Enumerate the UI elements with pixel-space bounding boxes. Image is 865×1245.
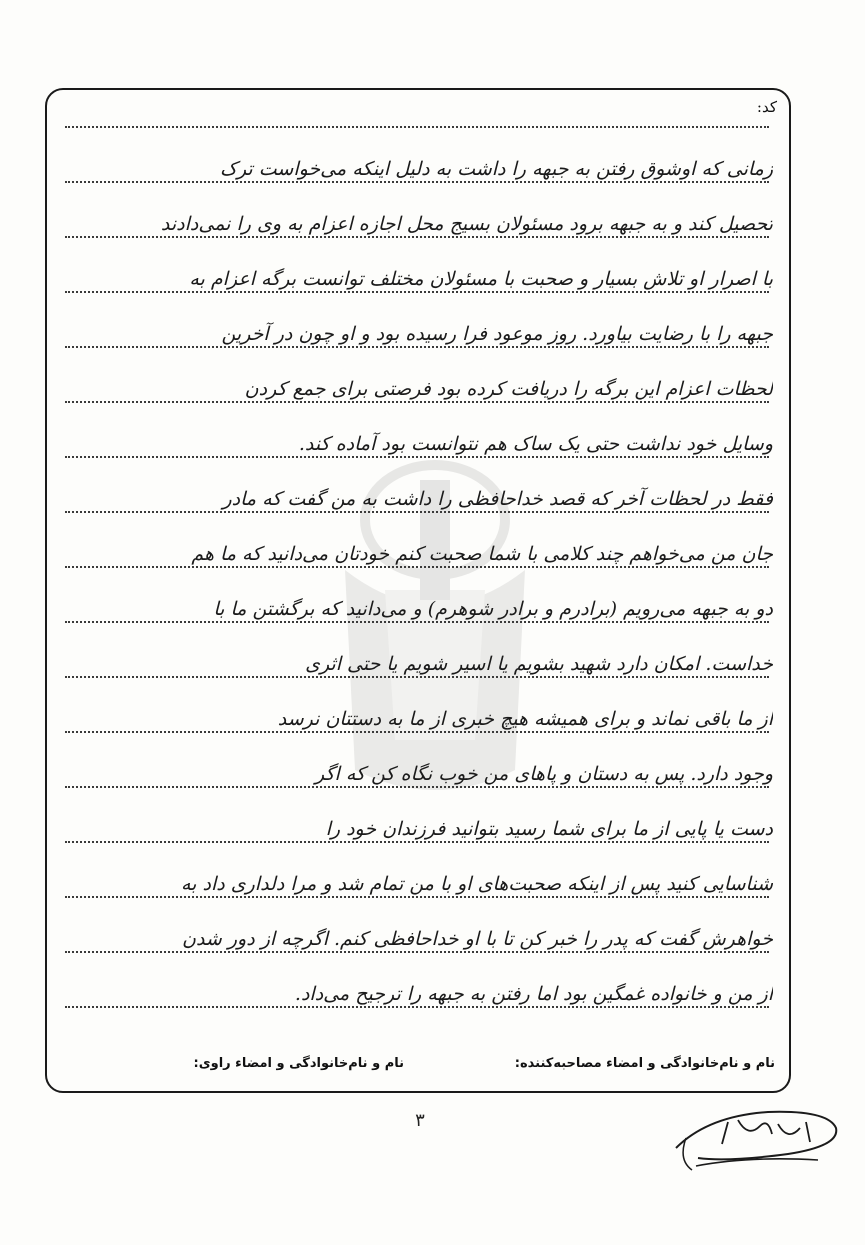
handwritten-line: لحظات اعزام این برگه را دریافت کرده بود فرصتی برای جمع کردن [244,378,773,400]
handwritten-line: جبهه را با رضایت بیاورد. روز موعود فرا رسیده بود و او چون در آخرین [221,323,773,345]
handwritten-line: فقط در لحظات آخر که قصد خداحافظی را داشت به من گفت که مادر [222,488,773,510]
handwritten-line: وسایل خود نداشت حتی یک ساک هم نتوانست بود آماده کند. [298,433,773,455]
interviewer-signature-label: نام و نام‌خانوادگی و امضاء مصاحبه‌کننده: [514,1056,775,1071]
ruled-line [65,126,769,128]
handwritten-line: دو به جبهه می‌رویم (برادرم و برادر شوهرم) و می‌دانید که برگشتن ما با [213,598,773,620]
handwritten-signature-icon [668,1098,843,1178]
handwritten-line: دست یا پایی از ما برای شما رسید بتوانید فرزندان خود را [325,818,773,840]
handwritten-line: شناسایی کنید پس از اینکه صحبت‌های او با من تمام شد و مرا دلداری داد به [181,873,773,895]
handwritten-line: وجود دارد. پس به دستان و پاهای من خوب نگاه کن که اگر [314,763,773,785]
narrator-signature-label: نام و نام‌خانوادگی و امضاء راوی: [193,1056,404,1071]
handwritten-line: جان من می‌خواهم چند کلامی با شما صحبت کنم خودتان می‌دانید که ما هم [191,543,773,565]
handwritten-line: خواهرش گفت که پدر را خبر کن تا با او خداحافظی کنم. اگرچه از دور شدن [182,928,773,950]
handwritten-line: از ما باقی نماند و برای همیشه هیچ خبری از ما به دستتان نرسد [277,708,773,730]
signature-labels [47,1056,789,1080]
handwritten-line: تحصیل کند و به جبهه برود مسئولان بسیج محل اجازه اعزام به وی را نمی‌دادند [160,213,773,235]
content-frame [45,88,791,1093]
handwritten-line: زمانی که اوشوق رفتن به جبهه را داشت به دلیل اینکه می‌خواست ترک [219,158,773,180]
handwritten-line: با اصرار او تلاش بسیار و صحبت با مسئولان مختلف توانست برگه اعزام به [189,268,773,290]
handwritten-line: از من و خانواده غمگین بود اما رفتن به جبهه را ترجیح می‌داد. [294,983,773,1005]
handwritten-line: خداست. امکان دارد شهید بشویم یا اسیر شویم یا حتی اثری [305,653,773,675]
page-number: ۳ [415,1110,425,1131]
code-label: کد: [756,98,777,116]
